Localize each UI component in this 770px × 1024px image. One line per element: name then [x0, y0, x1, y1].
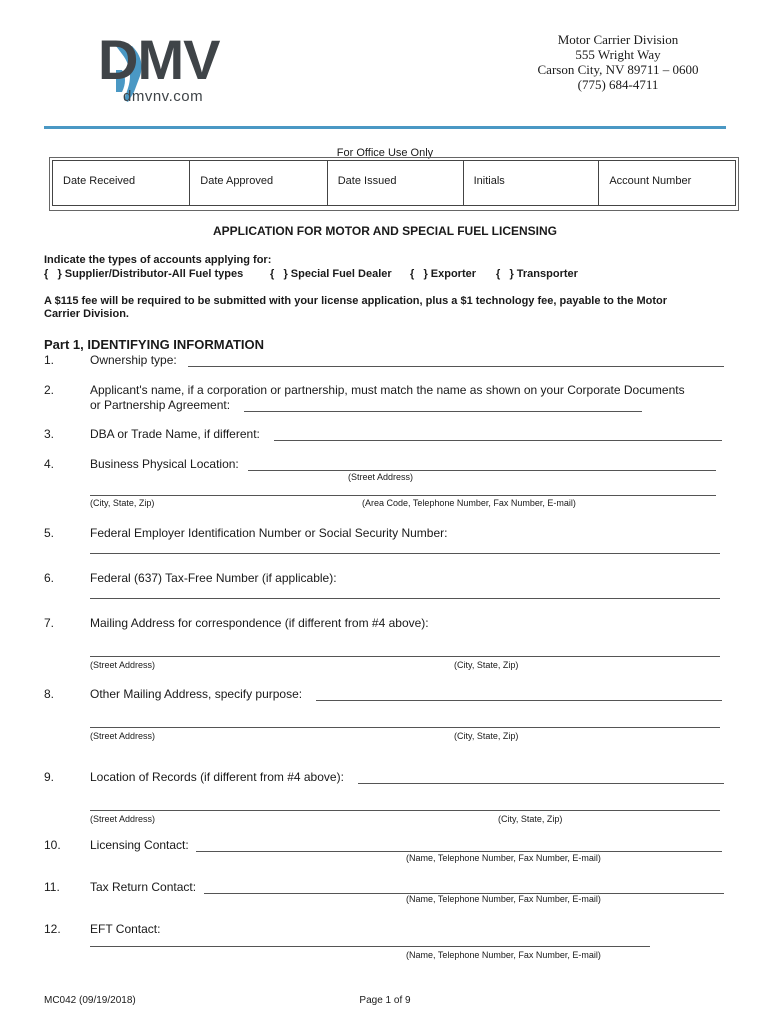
field-caption: (City, State, Zip): [90, 498, 155, 508]
checkbox-special-fuel-dealer[interactable]: { } Special Fuel Dealer: [270, 268, 392, 280]
applicant-name-field[interactable]: [244, 410, 642, 412]
other-mailing-address-field[interactable]: [90, 726, 720, 728]
physical-street-field[interactable]: [248, 469, 716, 471]
item-label: Tax Return Contact:: [90, 880, 197, 894]
item-number: 6.: [44, 571, 55, 585]
records-location-field[interactable]: [358, 782, 724, 784]
address-line: Motor Carrier Division: [557, 32, 679, 47]
field-caption: (Street Address): [90, 814, 156, 824]
item-number: 3.: [44, 427, 55, 441]
field-caption: (Street Address): [90, 660, 156, 670]
office-cell-date-approved: Date Approved: [190, 161, 327, 206]
field-caption: (City, State, Zip): [454, 731, 519, 741]
address-line: 555 Wright Way: [575, 47, 661, 62]
header-divider: [44, 126, 726, 129]
item-number: 5.: [44, 526, 55, 540]
item-label: Licensing Contact:: [90, 838, 189, 852]
item-label: Business Physical Location:: [90, 457, 239, 471]
logo-url: dmvnv.com: [123, 88, 204, 105]
application-title: APPLICATION FOR MOTOR AND SPECIAL FUEL LICENSING: [212, 224, 557, 238]
account-types-intro: Indicate the types of accounts applying for:: [44, 254, 272, 266]
office-cell-initials: Initials: [463, 161, 599, 206]
item-label-continued: or Partnership Agreement:: [90, 398, 231, 412]
item-number: 1.: [44, 353, 55, 367]
item-number: 7.: [44, 616, 55, 630]
office-use-label: For Office Use Only: [336, 147, 434, 159]
field-caption: (Name, Telephone Number, Fax Number, E-mail): [406, 853, 601, 863]
fee-notice: A $115 fee will be required to be submitted with your license application, plus a $1 technology fee, payable to the Motor Carrier Division.: [44, 295, 668, 320]
field-caption: (Street Address): [90, 731, 156, 741]
item-number: 4.: [44, 457, 55, 471]
checkbox-exporter[interactable]: { } Exporter: [410, 268, 477, 280]
field-caption: (Name, Telephone Number, Fax Number, E-mail): [406, 894, 601, 904]
item-number: 10.: [44, 838, 61, 852]
item-label: DBA or Trade Name, if different:: [90, 427, 260, 441]
checkbox-supplier-distributor[interactable]: { } Supplier/Distributor-All Fuel types: [44, 268, 244, 280]
dba-name-field[interactable]: [274, 439, 722, 441]
field-caption: (Area Code, Telephone Number, Fax Number, E-mail): [362, 498, 576, 508]
field-caption: (City, State, Zip): [498, 814, 563, 824]
item-number: 12.: [44, 922, 61, 936]
licensing-contact-field[interactable]: [196, 850, 722, 852]
part1-title: Part 1, IDENTIFYING INFORMATION: [44, 337, 265, 352]
field-caption: (City, State, Zip): [454, 660, 519, 670]
ownership-type-field[interactable]: [188, 365, 724, 367]
item-label: Federal (637) Tax-Free Number (if applicable):: [90, 571, 337, 585]
item-number: 11.: [44, 880, 60, 894]
tax-free-number-field[interactable]: [90, 597, 720, 599]
page-number: Page 1 of 9: [359, 995, 411, 1006]
mailing-address-field[interactable]: [90, 655, 720, 657]
other-mailing-purpose-field[interactable]: [316, 699, 722, 701]
item-label: Other Mailing Address, specify purpose:: [90, 687, 303, 701]
division-address: [518, 32, 718, 92]
item-label: Federal Employer Identification Number or Social Security Number:: [90, 526, 448, 540]
form-id: MC042 (09/19/2018): [44, 995, 136, 1006]
item-label: Mailing Address for correspondence (if different from #4 above):: [90, 616, 429, 630]
physical-city-contact-field[interactable]: [90, 494, 716, 496]
eft-contact-field[interactable]: [90, 945, 650, 947]
office-cell-account-number: Account Number: [599, 161, 736, 206]
office-cell-date-received: Date Received: [53, 161, 190, 206]
logo-wordmark: DMV: [98, 28, 220, 91]
office-use-table: [52, 160, 736, 206]
item-number: 2.: [44, 383, 55, 397]
address-line: (775) 684-4711: [577, 77, 659, 92]
item-label: Ownership type:: [90, 353, 177, 367]
office-cell-date-issued: Date Issued: [327, 161, 463, 206]
field-caption: (Street Address): [348, 472, 414, 482]
item-label: Location of Records (if different from #4 above):: [90, 770, 344, 784]
item-label: EFT Contact:: [90, 922, 161, 936]
address-line: Carson City, NV 89711 – 0600: [537, 62, 699, 77]
item-number: 9.: [44, 770, 55, 784]
item-label: Applicant's name, if a corporation or partnership, must match the name as shown on your Corporate Documents: [90, 383, 685, 397]
records-address-field[interactable]: [90, 809, 720, 811]
fein-ssn-field[interactable]: [90, 552, 720, 554]
checkbox-transporter[interactable]: { } Transporter: [496, 268, 578, 280]
item-number: 8.: [44, 687, 55, 701]
field-caption: (Name, Telephone Number, Fax Number, E-mail): [406, 950, 601, 960]
